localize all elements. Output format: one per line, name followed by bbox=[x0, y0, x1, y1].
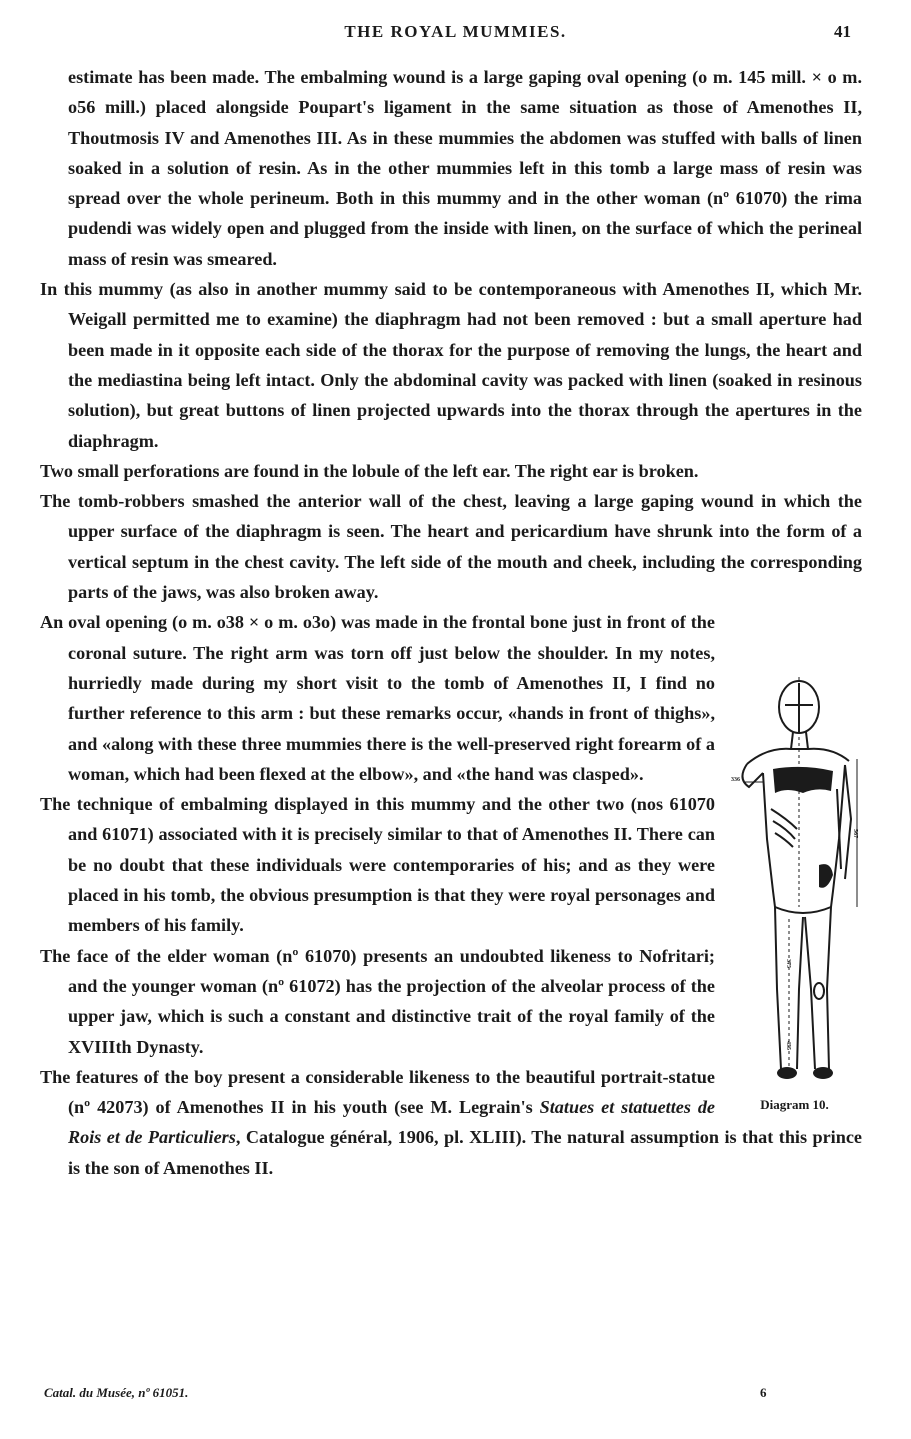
page-number: 41 bbox=[834, 22, 851, 41]
label-thigh: 375 bbox=[785, 959, 791, 969]
paragraph-5: An oval opening (o m. o38 × o m. o3o) was made in the frontal bone just in front of the coronal suture. The right arm was torn off just below the shoulder. In my notes, hurriedly made during my short visit to the tomb of Amenothes II, I find no further reference to this arm : but these remarks occur, «hands in front of thighs», and «along with these three mummies there is the well-preserved right forearm of a woman, which had been flexed at the elbow», and «the hand was clasped». bbox=[40, 612, 715, 784]
paragraph-7: The face of the elder woman (nº 61070) presents an undoubted likeness to Nofritari; and the younger woman (nº 61072) has the projection of the alveolar process of the upper jaw, which is such a constant and distinctive trait of the royal family of the XVIIIth Dynasty. bbox=[40, 945, 715, 1057]
diagram-figure bbox=[727, 669, 862, 1113]
paragraph-6: The technique of embalming displayed in this mummy and the other two (nos 61070 and 61071) associated with it is precisely similar to that of Amenothes II. There can be no doubt that these individuals were contemporaries of his; and as they were placed in his tomb, the obvious presumption is that they were royal personages and members of his family. bbox=[40, 794, 715, 936]
signature-mark: 6 bbox=[760, 1385, 767, 1400]
paragraph-1: estimate has been made. The embalming wound is a large gaping oval opening (o m. 145 mill. × o m. o56 mill.) placed alongside Poupart's ligament in the same situation as those of Amenothes II, Thoutmosis IV and Amenothes III. As in these mummies the abdomen was stuffed with balls of linen soaked in a solution of resin. As in the other mummies left in this tomb a large mass of resin was spread over the whole perineum. Both in this mummy and in the other woman (nº 61070) the rima pudendi was widely open and plugged from the inside with linen, on the surface of which the perineal mass of resin was smeared. bbox=[68, 67, 862, 269]
running-title: THE ROYAL MUMMIES. bbox=[344, 22, 567, 41]
paragraph-3: Two small perforations are found in the lobule of the left ear. The right ear is broken. bbox=[40, 460, 699, 481]
paragraph-4: The tomb-robbers smashed the anterior wall of the chest, leaving a large gaping wound in which the upper surface of the diaphragm is seen. The heart and pericardium have shrunk into the form of a vertical septum in the chest cavity. The left side of the mouth and cheek, including the corresponding parts of the jaws, was also broken away. bbox=[40, 491, 862, 603]
footer-catalogue-ref: Catal. du Musée, nº 61051. bbox=[44, 1385, 189, 1400]
footer bbox=[44, 1385, 864, 1409]
mummy-diagram bbox=[727, 669, 862, 1089]
running-header bbox=[0, 22, 911, 46]
paragraph-2: In this mummy (as also in another mummy said to be contemporaneous with Amenothes II, which Mr. Weigall permitted me to examine) the diaphragm had not been removed : but a small aperture had been made in it opposite each side of the thorax for the purpose of removing the lungs, the heart and the mediastina being left intact. Only the abdominal cavity was packed with linen (soaked in resinous solution), but great buttons of linen projected upwards into the thorax through the apertures in the diaphragm. bbox=[40, 279, 862, 451]
paragraph-8-text-2: , Catalogue général, 1906, pl. XLIII). The natural assumption is that this prince is the son of Amenothes II. bbox=[68, 1127, 862, 1178]
paragraph-8-text-1: The features of the boy present a considerable likeness to the beautiful portrait-statue (nº 42073) of Amenothes II in his youth (see M. Legrain's bbox=[40, 1066, 715, 1118]
diagram-caption: Diagram 10. bbox=[760, 1097, 829, 1113]
label-shin: 455 bbox=[785, 1041, 791, 1051]
label-torso: 567 bbox=[852, 829, 858, 839]
catalogue-title: Statues et statuettes de Rois et de Particuliers bbox=[68, 1097, 715, 1148]
body-text bbox=[40, 62, 862, 1183]
label-shoulder: 336 bbox=[731, 777, 740, 784]
